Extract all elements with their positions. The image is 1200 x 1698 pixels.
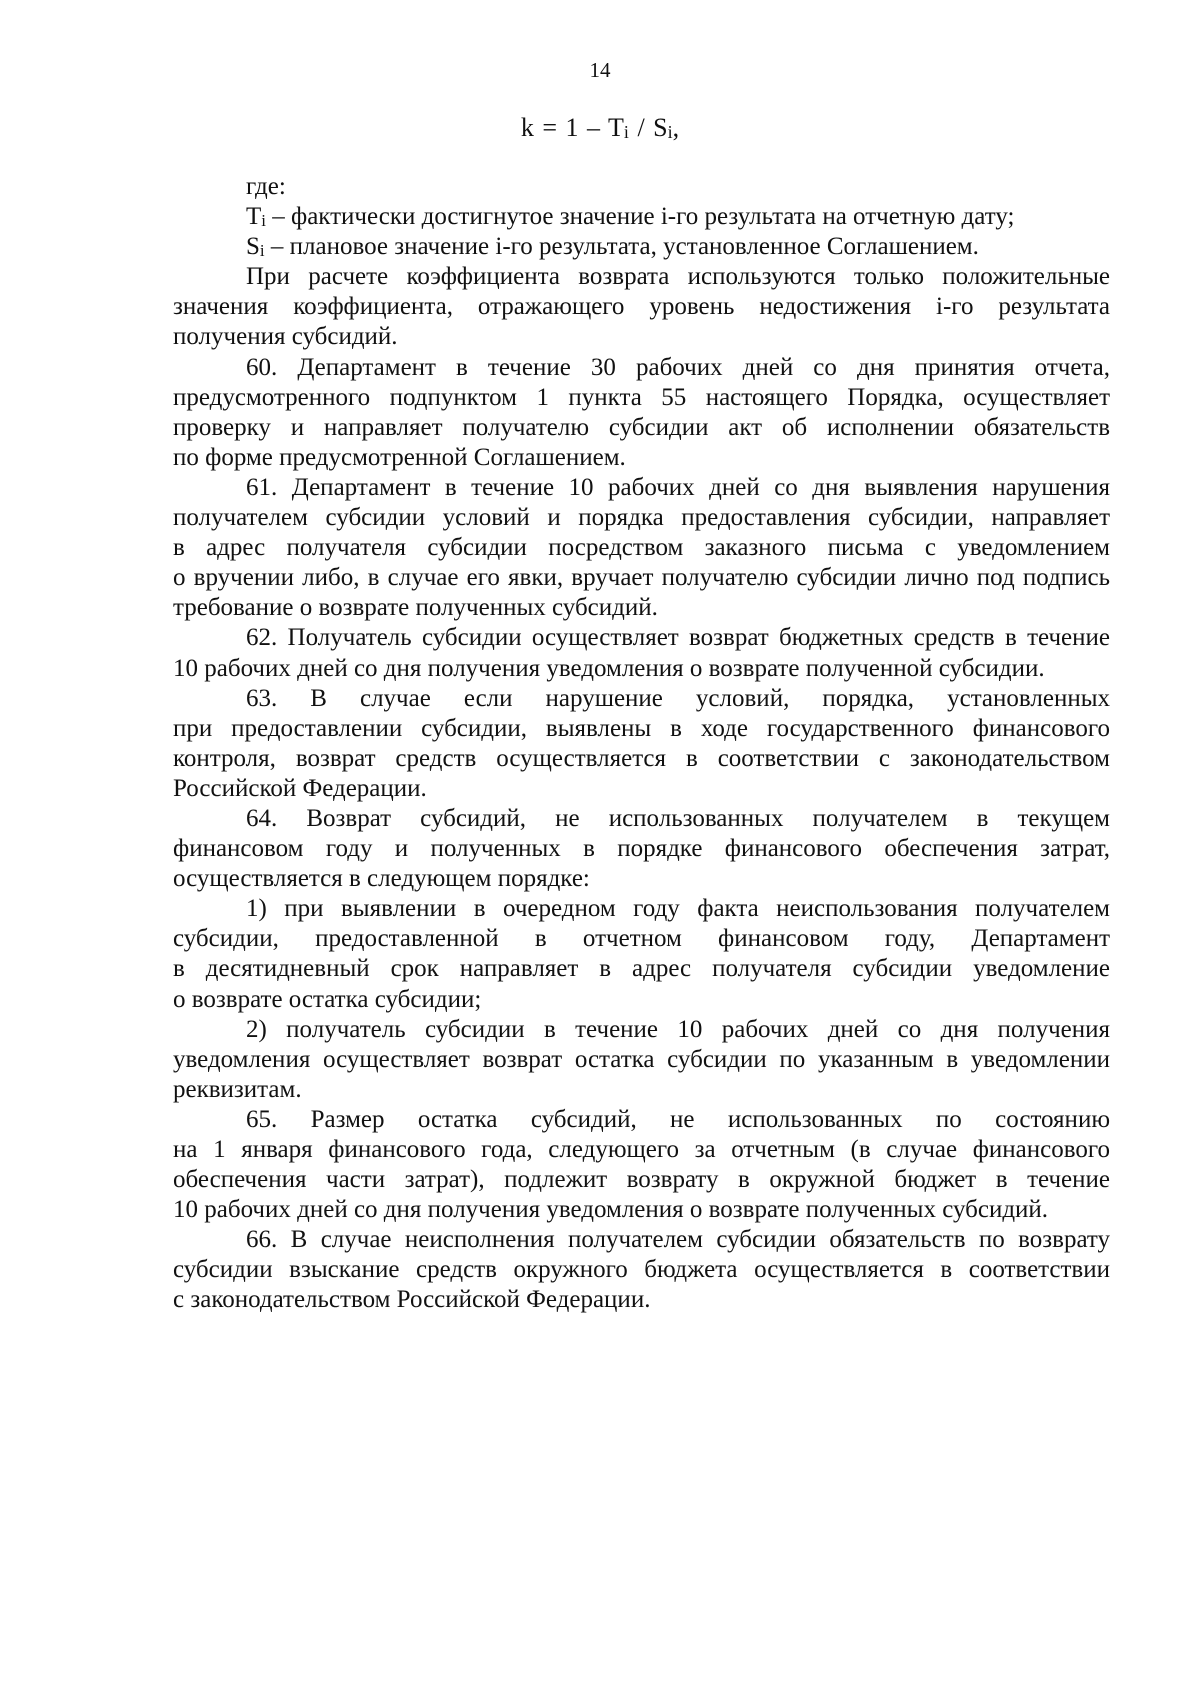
text-line: [173, 864, 1110, 894]
text-line: [173, 1225, 1110, 1255]
text-line: [173, 202, 1110, 232]
line-text: о вручении либо, в случае его явки, вручает получателю субсидии лично под подпись: [173, 564, 1110, 592]
text-line: [173, 292, 1110, 322]
line-text: по форме предусмотренной Соглашением.: [173, 443, 626, 471]
line-text: предусмотренного подпунктом 1 пункта 55 настоящего Порядка, осуществляет: [173, 383, 1110, 411]
text-line: [173, 804, 1110, 834]
line-text: требование о возврате полученных субсидий.: [173, 594, 658, 622]
line-text: получения субсидий.: [173, 323, 398, 351]
line-text: 65. Размер остатка субсидий, не использованных по состоянию: [246, 1105, 1110, 1133]
line-text: 62. Получатель субсидии осуществляет возврат бюджетных средств в течение: [246, 624, 1110, 652]
formula-left: k = 1 – T: [520, 113, 624, 142]
symbol: [246, 203, 266, 230]
line-text: 66. В случае неисполнения получателем субсидии обязательств по возврату: [246, 1226, 1110, 1254]
text-line: [173, 1135, 1110, 1165]
text-line: [173, 593, 1110, 623]
line-text: уведомления осуществляет возврат остатка субсидии по указанным в уведомлении: [173, 1045, 1110, 1073]
text-line: [173, 1045, 1110, 1075]
line-text: 64. Возврат субсидий, не использованных получателем в текущем: [246, 804, 1110, 832]
text-line: [173, 834, 1110, 864]
line-text: Российской Федерации.: [173, 774, 427, 802]
formula-mid: / S: [628, 113, 668, 142]
text-line: [173, 744, 1110, 774]
line-text: о возврате остатка субсидии;: [173, 985, 482, 1013]
symbol-subscript: i: [261, 211, 267, 231]
text-line: [173, 774, 1110, 804]
line-text: проверку и направляет получателю субсидии акт об исполнении обязательств: [173, 413, 1110, 441]
text-line: [173, 322, 1110, 352]
text-line: [173, 954, 1110, 984]
text-line: [173, 353, 1110, 383]
line-text: где:: [246, 173, 286, 200]
text-line: [173, 1255, 1110, 1285]
line-text: финансовом году и полученных в порядке финансового обеспечения затрат,: [173, 835, 1110, 863]
formula-tail: ,: [672, 113, 680, 142]
symbol-letter: T: [246, 203, 262, 231]
text-line: [173, 1105, 1110, 1135]
text-line: [173, 503, 1110, 533]
text-line: [173, 262, 1110, 292]
line-text: 10 рабочих дней со дня получения уведомления о возврате полученной субсидии.: [173, 654, 1045, 682]
line-text: субсидии, предоставленной в отчетном финансовом году, Департамент: [173, 925, 1110, 953]
text-line: [173, 985, 1110, 1015]
text-line: [173, 563, 1110, 593]
symbol: [246, 233, 265, 260]
line-text: – плановое значение i-го результата, установленное Соглашением.: [264, 233, 979, 261]
text-line: [173, 232, 1110, 262]
text-line: [173, 714, 1110, 744]
line-text: субсидии взыскание средств окружного бюджета осуществляется в соответствии: [173, 1256, 1110, 1284]
text-line: [173, 473, 1110, 503]
text-line: [173, 623, 1110, 653]
line-text: обеспечения части затрат), подлежит возврату в окружной бюджет в течение: [173, 1166, 1110, 1194]
text-line: [173, 172, 1110, 202]
formula: [0, 113, 1200, 145]
line-text: осуществляется в следующем порядке:: [173, 865, 590, 893]
text-line: [173, 1195, 1110, 1225]
text-line: [173, 894, 1110, 924]
line-text: 2) получатель субсидии в течение 10 рабочих дней со дня получения: [246, 1015, 1110, 1043]
text-line: [173, 383, 1110, 413]
line-text: 61. Департамент в течение 10 рабочих дней со дня выявления нарушения: [246, 473, 1110, 501]
line-text: – фактически достигнутое значение i-го результата на отчетную дату;: [266, 203, 1015, 231]
text-line: [173, 924, 1110, 954]
text-line: [173, 654, 1110, 684]
page-number: 14: [589, 58, 611, 82]
line-text: контроля, возврат средств осуществляется в соответствии с законодательством: [173, 744, 1110, 772]
text-line: [173, 413, 1110, 443]
text-line: [173, 1015, 1110, 1045]
text-line: [173, 1165, 1110, 1195]
line-text: на 1 января финансового года, следующего за отчетным (в случае финансового: [173, 1136, 1110, 1163]
line-text: 63. В случае если нарушение условий, порядка, установленных: [246, 684, 1110, 712]
line-text: 60. Департамент в течение 30 рабочих дней со дня принятия отчета,: [246, 353, 1110, 381]
line-text: в десятидневный срок направляет в адрес получателя субсидии уведомление: [173, 955, 1110, 983]
text-line: [173, 1075, 1110, 1105]
symbol-letter: S: [246, 233, 260, 261]
line-text: при предоставлении субсидии, выявлены в ходе государственного финансового: [173, 714, 1110, 742]
text-line: [173, 684, 1110, 714]
formula-sub-1: i: [623, 122, 629, 142]
line-text: реквизитам.: [173, 1075, 302, 1103]
line-text: 1) при выявлении в очередном году факта неиспользования получателем: [246, 895, 1110, 923]
line-text: получателем субсидии условий и порядка предоставления субсидии, направляет: [173, 504, 1110, 532]
line-text: значения коэффициента, отражающего уровень недостижения i-го результата: [173, 293, 1110, 321]
line-text: 10 рабочих дней со дня получения уведомления о возврате полученных субсидий.: [173, 1196, 1049, 1224]
text-line: [173, 1285, 1110, 1315]
body-text: [173, 172, 1110, 1316]
formula-sub-2: i: [667, 122, 673, 142]
text-line: [173, 533, 1110, 563]
line-text: При расчете коэффициента возврата используются только положительные: [246, 263, 1110, 291]
symbol-subscript: i: [259, 241, 265, 261]
line-text: с законодательством Российской Федерации.: [173, 1286, 651, 1314]
line-text: в адрес получателя субсидии посредством заказного письма с уведомлением: [173, 534, 1110, 562]
text-line: [173, 443, 1110, 473]
